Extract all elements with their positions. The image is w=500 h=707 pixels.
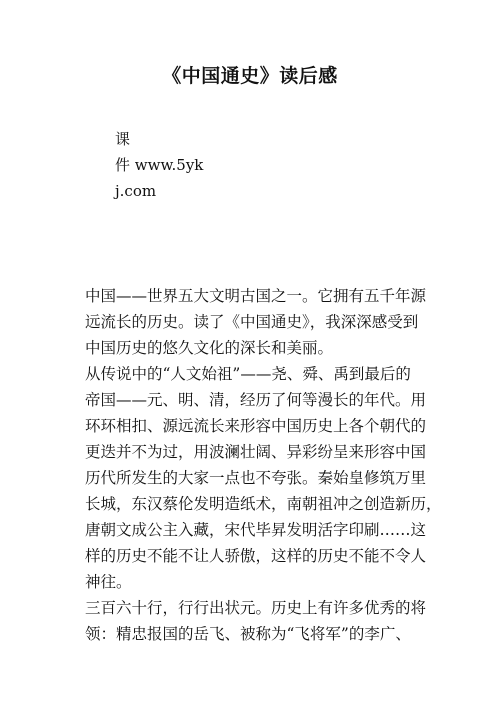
body-line: 样的历史不能不让人骄傲，这样的历史不能不令人 (85, 547, 427, 565)
body-line: 中国——世界五大文明古国之一。它拥有五千年源 (85, 287, 427, 305)
body-line: 环环相扣、源远流长来形容中国历史上各个朝代的 (85, 417, 427, 435)
body-line: 中国历史的悠久文化的深长和美丽。 (85, 339, 334, 357)
body-line: 神往。 (85, 573, 132, 591)
body-line: 三百六十行，行行出状元。历史上有许多优秀的将 (85, 599, 427, 617)
body-line: 唐朝文成公主入藏，宋代毕昇发明活字印刷……这 (85, 521, 427, 539)
body-line: 领：精忠报国的岳飞、被称为“飞将军”的李广、 (85, 625, 411, 643)
document-title: 《中国通史》读后感 (162, 65, 338, 87)
body-line: 长城，东汉蔡伦发明造纸术，南朝祖冲之创造新历， (85, 495, 442, 513)
body-line: 历代所发生的大家一点也不夸张。秦始皇修筑万里 (85, 469, 427, 487)
body-line: 帝国——元、明、清，经历了何等漫长的年代。用 (85, 391, 427, 409)
source-line: 件 www.5yk (115, 156, 204, 174)
body-line: 更迭并不为过，用波澜壮阔、异彩纷呈来形容中国 (85, 443, 427, 461)
source-line: j.com (115, 182, 157, 200)
source-line: 课 (115, 130, 131, 148)
body-line: 从传说中的“人文始祖”——尧、舜、禹到最后的 (85, 365, 411, 383)
source-watermark-text (115, 126, 203, 204)
document-body (85, 283, 442, 647)
body-line: 远流长的历史。读了《中国通史》，我深深感受到 (85, 313, 419, 331)
